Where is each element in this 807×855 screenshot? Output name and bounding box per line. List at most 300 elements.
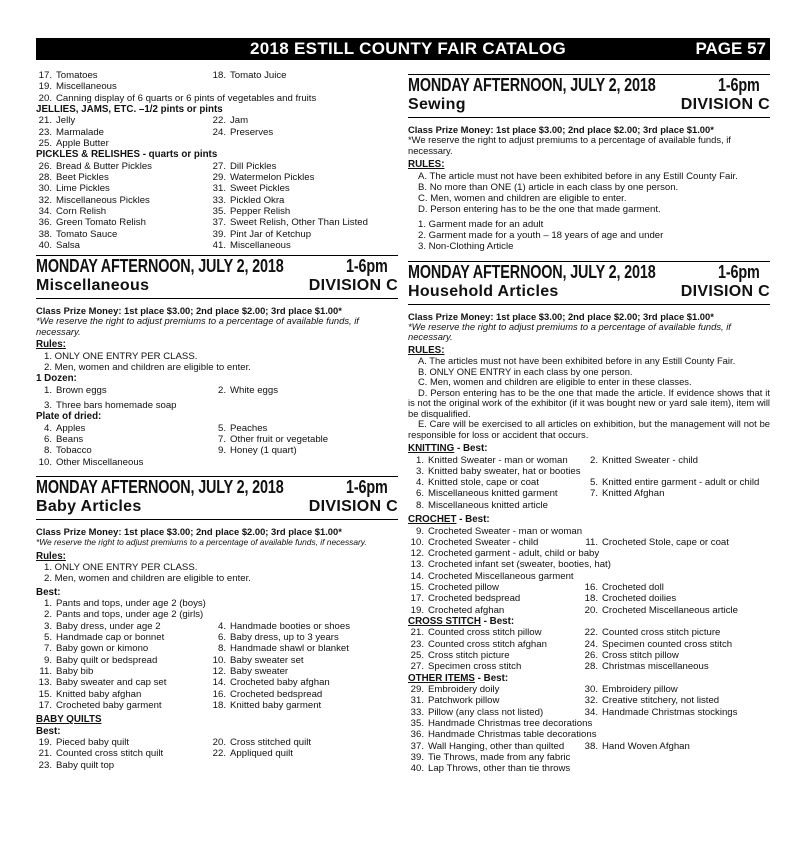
- catalog-title: 2018 ESTILL COUNTY FAIR CATALOG: [250, 39, 566, 58]
- list-item: [36, 666, 398, 677]
- reserve-note: *We reserve the right to adjust premiums to a percentage of available funds, if necessary.: [408, 134, 731, 156]
- item-col: [36, 434, 210, 445]
- item-col: [408, 477, 582, 488]
- list-item: [36, 457, 398, 468]
- item-label: Marmalade: [56, 126, 104, 138]
- item-number: 40.: [38, 239, 52, 251]
- list-item: [408, 707, 770, 718]
- item-col: [36, 457, 143, 468]
- rules-heading: Rules:: [36, 339, 66, 351]
- item-col: [36, 737, 210, 748]
- item-label: Crocheted doll: [602, 582, 664, 594]
- item-number: 36.: [38, 217, 52, 229]
- section-heading: [408, 616, 770, 628]
- item-number: 7.: [217, 434, 226, 446]
- section-heading: Best:: [36, 725, 61, 737]
- item-number: 17.: [38, 70, 52, 81]
- item-label: Baby bib: [56, 665, 94, 677]
- item-col: [36, 760, 114, 771]
- item-number: 4.: [43, 422, 52, 434]
- rules-list: [36, 351, 398, 374]
- item-label: Jelly: [56, 115, 76, 127]
- item-number: 35.: [410, 718, 424, 730]
- item-col: [210, 643, 398, 654]
- day-label: MONDAY AFTERNOON, JULY 2, 2018: [36, 477, 284, 498]
- item-label: Baby quilt or bedspread: [56, 654, 158, 666]
- item-col: [36, 229, 210, 240]
- item-label: Patchwork pillow: [428, 695, 500, 707]
- list-item: [408, 684, 770, 695]
- list-item: [36, 700, 398, 711]
- list-item: [36, 138, 398, 149]
- list-item: [36, 760, 398, 771]
- item-col: [36, 70, 210, 81]
- time-label: 1-6pm: [346, 477, 388, 498]
- divider: [408, 117, 770, 118]
- item-col: [36, 161, 210, 172]
- item-label: Canning display of 6 quarts or 6 pints of vegetables and fruits: [56, 92, 317, 104]
- item-label: Handmade booties or shoes: [230, 620, 350, 632]
- time-label: 1-6pm: [718, 261, 760, 282]
- item-col: [210, 632, 398, 643]
- item-number: 29.: [212, 172, 226, 184]
- item-col: [210, 385, 398, 396]
- item-label: Crocheted baby afghan: [230, 677, 330, 689]
- list-item: [36, 115, 398, 126]
- rule-line: A. The articles must not have been exhibited before in any Estill County Fair.: [418, 355, 736, 367]
- item-number: 13.: [410, 559, 424, 571]
- item-label: Lime Pickles: [56, 183, 110, 195]
- item-label: Miscellaneous: [230, 239, 291, 251]
- item-label: Bread & Butter Pickles: [56, 160, 152, 172]
- item-col: [582, 695, 770, 706]
- item-col: [582, 707, 770, 718]
- list-item: [36, 400, 398, 411]
- item-label: Handmade Christmas stockings: [602, 706, 738, 718]
- day-label: MONDAY AFTERNOON, JULY 2, 2018: [408, 75, 656, 95]
- item-number: 20.: [212, 737, 226, 749]
- rule-line: C. Men, women and children are eligible to enter in these classes.: [418, 376, 692, 388]
- list-item: [408, 537, 770, 548]
- section-heading: 1 Dozen:: [36, 373, 77, 385]
- list-item: [408, 605, 770, 616]
- item-col: [36, 655, 210, 666]
- item-col: [36, 643, 210, 654]
- item-number: 2.: [217, 384, 226, 396]
- item-col: [36, 748, 210, 759]
- item-number: 18.: [584, 593, 598, 605]
- item-number: 18.: [212, 699, 226, 711]
- section-heading: [408, 443, 770, 455]
- item-label: Creative stitchery, not listed: [602, 695, 720, 707]
- item-number: 41.: [212, 239, 226, 251]
- item-number: 6.: [415, 488, 424, 500]
- list-item: [408, 582, 770, 593]
- list-item: [408, 741, 770, 752]
- item-label: Honey (1 quart): [230, 445, 297, 457]
- item-number: 33.: [410, 706, 424, 718]
- item-label: Dill Pickles: [230, 160, 277, 172]
- item-col: [210, 434, 398, 445]
- item-label: Baby dress, up to 3 years: [230, 632, 339, 644]
- right-column: [408, 74, 770, 775]
- item-number: 27.: [212, 160, 226, 172]
- item-number: 9.: [415, 525, 424, 537]
- item-number: 36.: [410, 729, 424, 741]
- item-label: Tobacco: [56, 445, 92, 457]
- item-number: 3.: [43, 400, 52, 412]
- list: [36, 598, 398, 711]
- item-col: [36, 689, 210, 700]
- item-col: [582, 650, 770, 661]
- item-col: [210, 621, 398, 632]
- item-label: Specimen cross stitch: [428, 661, 522, 673]
- item-label: Knitted baby sweater, hat or booties: [428, 465, 581, 477]
- item-label: Tomatoes: [56, 70, 98, 81]
- list-item: [408, 455, 770, 466]
- item-col: [36, 609, 203, 620]
- item-label: Crocheted doilies: [602, 593, 677, 605]
- item-label: Pants and tops, under age 2 (boys): [56, 598, 206, 610]
- item-label: Apple Butter: [56, 137, 109, 149]
- item-number: 1.: [415, 454, 424, 466]
- prize-money: Class Prize Money: 1st place $3.00; 2nd place $2.00; 3rd place $1.00*: [36, 526, 342, 538]
- item-number: 20.: [38, 92, 52, 104]
- section-heading: Best:: [36, 586, 61, 598]
- item-label: Specimen counted cross stitch: [602, 638, 733, 650]
- item-number: 1.: [43, 598, 52, 610]
- item-col: [36, 400, 177, 411]
- item-col: [582, 593, 770, 604]
- list: [36, 161, 398, 251]
- item-label: Hand Woven Afghan: [602, 740, 690, 752]
- item-col: [210, 677, 398, 688]
- list-item: [36, 70, 398, 81]
- item-col: [408, 559, 611, 570]
- item-number: 38.: [38, 228, 52, 240]
- item-col: [210, 195, 398, 206]
- list-item: [36, 93, 398, 104]
- list: [36, 385, 398, 412]
- item-col: [36, 206, 210, 217]
- item-col: [582, 582, 770, 593]
- item-number: 19.: [38, 81, 52, 93]
- list-item: [36, 655, 398, 666]
- item-col: [582, 488, 770, 499]
- list-item: [36, 445, 398, 456]
- item-col: [408, 466, 581, 477]
- item-number: 26.: [38, 160, 52, 172]
- item-col: [210, 229, 398, 240]
- rule-line: 2. Garment made for a youth – 18 years of age and under: [418, 229, 664, 241]
- item-number: 19.: [410, 604, 424, 616]
- list-item: [36, 195, 398, 206]
- item-col: [36, 598, 206, 609]
- item-number: 27.: [410, 661, 424, 673]
- item-col: [210, 445, 398, 456]
- item-col: [408, 661, 582, 672]
- item-col: [582, 661, 770, 672]
- item-col: [582, 627, 770, 638]
- item-number: 6.: [217, 632, 226, 644]
- item-number: 11.: [39, 665, 52, 677]
- item-number: 31.: [410, 695, 424, 707]
- section-heading: BABY QUILTS: [36, 714, 102, 726]
- item-label: Pillow (any class not listed): [428, 706, 544, 718]
- item-col: [210, 127, 398, 138]
- item-number: 30.: [584, 684, 598, 696]
- item-label: Sweet Relish, Other Than Listed: [230, 217, 368, 229]
- item-number: 6.: [43, 434, 52, 446]
- item-col: [408, 729, 597, 740]
- item-col: [408, 455, 582, 466]
- item-label: Tie Throws, made from any fabric: [428, 751, 571, 763]
- list: [408, 684, 770, 774]
- item-label: Baby sweater: [230, 665, 289, 677]
- section-heading: Plate of dried:: [36, 411, 102, 423]
- list-item: [36, 81, 398, 92]
- item-col: [210, 737, 398, 748]
- rules-list: [408, 356, 770, 440]
- list-item: [36, 217, 398, 228]
- day-label: MONDAY AFTERNOON, JULY 2, 2018: [36, 256, 284, 277]
- item-number: 17.: [410, 593, 424, 605]
- item-col: [210, 666, 398, 677]
- list: [36, 70, 398, 104]
- reserve-note: *We reserve the right to adjust premiums to a percentage of available funds, if necessary.: [36, 315, 359, 337]
- item-number: 30.: [38, 183, 52, 195]
- item-number: 34.: [584, 706, 598, 718]
- item-label: Embroidery doily: [428, 684, 500, 696]
- rule-line: 2. Men, women and children are eligible to enter.: [44, 573, 251, 585]
- item-col: [408, 752, 570, 763]
- item-number: 32.: [38, 194, 52, 206]
- item-label: Salsa: [56, 239, 80, 251]
- item-label: Crocheted infant set (sweater, booties, hat): [428, 559, 611, 571]
- list-item: [408, 526, 770, 537]
- heading-suffix: - Best:: [480, 615, 515, 627]
- item-number: 40.: [410, 763, 424, 775]
- item-col: [210, 689, 398, 700]
- item-label: Lap Throws, other than tie throws: [428, 763, 571, 775]
- item-number: 11.: [585, 536, 598, 548]
- item-col: [408, 639, 582, 650]
- heading-suffix: - Best:: [454, 443, 488, 455]
- item-col: [582, 455, 770, 466]
- item-label: Sweet Pickles: [230, 183, 290, 195]
- rule-line: 3. Non-Clothing Article: [418, 241, 514, 253]
- item-label: Three bars homemade soap: [56, 400, 177, 412]
- list-item: [408, 650, 770, 661]
- heading-suffix: - Best:: [456, 514, 490, 526]
- item-col: [582, 684, 770, 695]
- item-label: Crocheted bedspread: [428, 593, 521, 605]
- item-col: [210, 70, 398, 81]
- item-label: Baby sweater set: [230, 654, 304, 666]
- list-item: [408, 627, 770, 638]
- item-col: [408, 763, 570, 774]
- list-item: [408, 639, 770, 650]
- item-label: Knitted Afghan: [602, 488, 665, 500]
- section-heading: [408, 514, 770, 526]
- item-label: Tomato Sauce: [56, 228, 118, 240]
- list-item: [408, 477, 770, 488]
- item-label: Handmade cap or bonnet: [56, 632, 165, 644]
- item-label: Pieced baby quilt: [56, 737, 130, 749]
- list-item: [36, 183, 398, 194]
- item-col: [408, 718, 592, 729]
- item-number: 18.: [212, 70, 226, 81]
- left-column: [36, 70, 398, 771]
- item-label: Crocheted baby garment: [56, 699, 162, 711]
- list-item: [36, 229, 398, 240]
- list-item: [408, 729, 770, 740]
- rules-list: [408, 171, 770, 216]
- day-label: MONDAY AFTERNOON, JULY 2, 2018: [408, 261, 656, 282]
- item-number: 3.: [43, 620, 52, 632]
- item-col: [36, 183, 210, 194]
- item-number: 15.: [410, 582, 424, 594]
- time-label: 1-6pm: [346, 256, 388, 277]
- item-label: Baby gown or kimono: [56, 643, 149, 655]
- item-label: Crocheted garment - adult, child or baby: [428, 548, 600, 560]
- item-label: Other fruit or vegetable: [230, 434, 329, 446]
- item-number: 14.: [212, 677, 226, 689]
- list-item: [36, 689, 398, 700]
- item-col: [36, 115, 210, 126]
- item-number: 34.: [38, 205, 52, 217]
- list-item: [36, 434, 398, 445]
- rule-line: B. ONLY ONE ENTRY in each class by one person.: [418, 365, 633, 377]
- item-label: Crocheted Sweater - man or woman: [428, 525, 583, 537]
- item-col: [408, 500, 548, 511]
- item-number: 5.: [589, 477, 598, 489]
- item-col: [36, 127, 210, 138]
- list: [408, 526, 770, 616]
- list: [408, 455, 770, 511]
- list-item: [408, 500, 770, 511]
- item-label: Knitted Sweater - child: [602, 454, 698, 466]
- item-number: 12.: [410, 548, 424, 560]
- rules-heading: RULES:: [408, 159, 445, 170]
- item-col: [36, 172, 210, 183]
- page-number: PAGE 57: [695, 39, 766, 58]
- item-label: Cross stitch pillow: [602, 650, 679, 662]
- item-col: [36, 700, 210, 711]
- list-item: [36, 127, 398, 138]
- prize-money: Class Prize Money: 1st place $3.00; 2nd place $2.00; 3rd place $1.00*: [36, 305, 342, 317]
- item-label: Appliqued quilt: [230, 748, 293, 760]
- item-label: Baby sweater and cap set: [56, 677, 167, 689]
- category-name: Miscellaneous: [36, 277, 150, 295]
- division-line: [36, 498, 398, 519]
- item-label: Pickled Okra: [230, 194, 285, 206]
- item-col: [408, 571, 574, 582]
- list-item: [408, 466, 770, 477]
- item-col: [36, 93, 316, 104]
- item-number: 39.: [410, 751, 424, 763]
- rule-line: 1. Garment made for an adult: [418, 218, 544, 230]
- list-item: [36, 385, 398, 396]
- item-label: Knitted baby afghan: [56, 688, 142, 700]
- item-label: Peaches: [230, 422, 268, 434]
- item-col: [582, 605, 770, 616]
- item-number: 1.: [43, 384, 52, 396]
- item-col: [36, 240, 210, 251]
- item-label: Baby quilt top: [56, 759, 115, 771]
- item-col: [408, 707, 582, 718]
- item-col: [210, 240, 398, 251]
- category-name: Sewing: [408, 96, 466, 113]
- item-col: [582, 741, 770, 752]
- item-col: [210, 655, 398, 666]
- item-label: Handmade Christmas tree decorations: [428, 718, 593, 730]
- item-label: Handmade shawl or blanket: [230, 643, 349, 655]
- list-item: [36, 172, 398, 183]
- list-item: [408, 695, 770, 706]
- list: [36, 423, 398, 468]
- item-number: 21.: [410, 627, 424, 639]
- list-item: [36, 748, 398, 759]
- item-label: Miscellaneous knitted article: [428, 499, 548, 511]
- item-number: 16.: [584, 582, 598, 594]
- item-number: 2.: [43, 609, 52, 621]
- item-number: 9.: [43, 654, 52, 666]
- item-col: [582, 477, 770, 488]
- item-col: [408, 548, 599, 559]
- item-col: [210, 172, 398, 183]
- item-number: 4.: [415, 477, 424, 489]
- list-item: [36, 737, 398, 748]
- misc-header: [36, 255, 398, 299]
- crochet-heading: CROCHET: [408, 514, 457, 526]
- list-item: [36, 643, 398, 654]
- item-label: Knitted Sweater - man or woman: [428, 454, 568, 466]
- item-number: 13.: [38, 677, 52, 689]
- item-label: Embroidery pillow: [602, 684, 678, 696]
- item-label: White eggs: [230, 384, 278, 396]
- division-label: DIVISION C: [308, 498, 398, 516]
- item-col: [408, 695, 582, 706]
- item-number: 4.: [217, 620, 226, 632]
- item-label: Crocheted bedspread: [230, 688, 323, 700]
- divider: [36, 298, 398, 299]
- item-col: [408, 741, 582, 752]
- item-label: Beet Pickles: [56, 172, 109, 184]
- item-label: Counted cross stitch quilt: [56, 748, 164, 760]
- item-number: 37.: [212, 217, 226, 229]
- item-number: 21.: [38, 748, 52, 760]
- item-label: Other Miscellaneous: [56, 456, 144, 468]
- list-item: [36, 240, 398, 251]
- item-col: [408, 593, 582, 604]
- rules-heading: Rules:: [36, 550, 66, 562]
- item-number: 8.: [415, 499, 424, 511]
- item-col: [210, 217, 398, 228]
- rule-line: 2. Men, women and children are eligible to enter.: [44, 361, 251, 373]
- list: [36, 115, 398, 149]
- item-label: Miscellaneous Pickles: [56, 194, 150, 206]
- reserve-note: *We reserve the right to adjust premiums to a percentage of available funds, if necessary.: [36, 537, 367, 548]
- item-number: 38.: [584, 740, 598, 752]
- item-number: 37.: [410, 740, 424, 752]
- item-col: [36, 423, 210, 434]
- list-item: [408, 593, 770, 604]
- item-number: 8.: [43, 445, 52, 457]
- list-item: [36, 677, 398, 688]
- list-item: [36, 621, 398, 632]
- item-number: 33.: [212, 194, 226, 206]
